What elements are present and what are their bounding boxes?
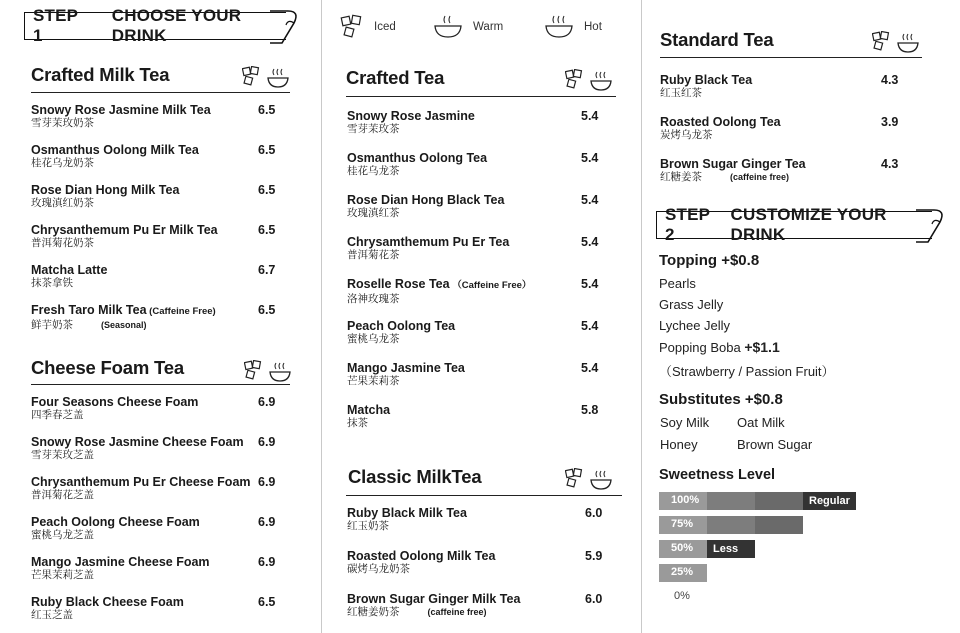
sweetness-level-label: 0% — [674, 590, 690, 602]
sweetness-segment — [755, 516, 803, 534]
crafted-tea-title: Crafted Tea — [346, 67, 445, 88]
menu-item-name: Snowy Rose Jasmine — [347, 109, 475, 123]
divider — [346, 96, 616, 97]
menu-item-name: Chrysanthemum Pu Er Cheese Foam — [31, 475, 251, 489]
column-2 — [321, 0, 640, 633]
menu-item-note: (caffeine free) — [730, 172, 790, 182]
menu-item-name: Brown Sugar Ginger Tea — [660, 157, 806, 171]
banner-scroll-icon — [270, 9, 302, 45]
step2-number: STEP 2 — [665, 205, 710, 244]
menu-item-price: 4.3 — [881, 157, 899, 171]
menu-item-name: Mango Jasmine Cheese Foam — [31, 555, 210, 569]
menu-item-chinese-name: 炭烤乌龙茶 — [660, 129, 713, 141]
substitute-item: Honey — [660, 437, 698, 452]
sweetness-level-bar — [659, 492, 851, 510]
menu-item-chinese-name: 芒果茉莉芝盖 — [31, 569, 94, 581]
menu-item — [347, 403, 390, 430]
menu-item-chinese-name: 玫瑰滇红茶 — [347, 207, 400, 219]
menu-item-chinese-name: 红玉红茶 — [660, 87, 702, 99]
menu-item-price: 5.4 — [581, 277, 599, 291]
menu-item — [660, 115, 781, 142]
menu-item-price: 6.9 — [258, 395, 276, 409]
popping-boba-label: Popping Boba — [659, 340, 741, 355]
popping-boba-row — [659, 339, 780, 355]
menu-item — [347, 277, 531, 306]
menu-item-price: 6.9 — [258, 555, 276, 569]
menu-item-chinese-name: 普洱菊花茶 — [347, 249, 400, 261]
menu-item — [31, 395, 198, 422]
menu-item-price: 6.9 — [258, 435, 276, 449]
menu-item-chinese-name: 红糖姜茶 (caffeine free) — [660, 171, 790, 183]
substitutes-price: +$0.8 — [744, 391, 783, 408]
ice-and-cup-icon — [872, 31, 920, 55]
menu-item-name: Peach Oolong Tea — [347, 319, 456, 333]
sweetness-tag: Regular — [803, 492, 856, 510]
menu-item-price: 5.4 — [581, 319, 599, 333]
menu-item-price: 5.9 — [585, 549, 603, 563]
menu-item-price: 6.9 — [258, 515, 276, 529]
menu-item-price: 4.3 — [881, 73, 899, 87]
menu-item-price: 5.4 — [581, 109, 599, 123]
sweetness-segment — [707, 516, 755, 534]
menu-item — [31, 435, 244, 462]
menu-item — [347, 151, 487, 178]
sweetness-level-bar — [659, 516, 803, 534]
menu-item — [347, 506, 467, 533]
popping-boba-flavors: （Strawberry / Passion Fruit） — [659, 364, 835, 379]
menu-item-chinese-name: 桂花乌龙茶 — [347, 165, 400, 177]
sweetness-tag: Less — [707, 540, 755, 558]
menu-item — [31, 595, 184, 622]
menu-item — [347, 592, 520, 619]
menu-item — [660, 73, 752, 100]
classic-milk-tea-title: Classic MilkTea — [348, 466, 482, 487]
menu-item-name: Four Seasons Cheese Foam — [31, 395, 199, 409]
menu-item-name: Roselle Rose Tea （Caffeine Free） — [347, 277, 532, 291]
menu-item-name: Roasted Oolong Tea — [660, 115, 781, 129]
topping-item: Lychee Jelly — [659, 318, 731, 333]
menu-item-name: Matcha — [347, 403, 391, 417]
menu-item — [660, 157, 806, 184]
menu-item-chinese-name: 抹茶拿铁 — [31, 277, 73, 289]
menu-item-price: 6.5 — [258, 303, 276, 317]
menu-item — [31, 475, 251, 502]
menu-item-price: 6.7 — [258, 263, 276, 277]
menu-item-price: 5.4 — [581, 193, 599, 207]
menu-item — [31, 103, 211, 130]
ice-and-cup-icon — [242, 66, 290, 90]
menu-item-chinese-name: 桂花乌龙奶茶 — [31, 157, 94, 169]
topping-price: +$0.8 — [721, 252, 760, 269]
legend-warm-label: Warm — [473, 21, 504, 33]
menu-item — [31, 143, 199, 170]
menu-item-name: Brown Sugar Ginger Milk Tea — [347, 592, 521, 606]
ice-and-cup-icon — [244, 360, 292, 384]
menu-item-chinese-name: 红玉奶茶 — [347, 520, 389, 532]
menu-item-name: Snowy Rose Jasmine Cheese Foam — [31, 435, 244, 449]
step1-banner — [24, 6, 286, 45]
menu-item-note: （Caffeine Free） — [449, 280, 532, 291]
menu-item-name: Rose Dian Hong Black Tea — [347, 193, 505, 207]
menu-item-price: 6.0 — [585, 506, 603, 520]
menu-item-price: 5.4 — [581, 361, 599, 375]
menu-item — [347, 549, 495, 576]
legend-iced — [340, 14, 396, 40]
step2-banner — [656, 205, 932, 244]
menu-item-price: 6.9 — [258, 475, 276, 489]
menu-item-name: Fresh Taro Milk Tea (Caffeine Free) — [31, 303, 216, 317]
legend-iced-label: Iced — [374, 21, 396, 33]
menu-item-chinese-name: 普洱菊花奶茶 — [31, 237, 94, 249]
menu-item-name: Ruby Black Tea — [660, 73, 753, 87]
hot-cup-icon — [544, 14, 576, 40]
divider — [31, 384, 290, 385]
step2-title: CUSTOMIZE YOUR DRINK — [730, 205, 887, 244]
menu-item-note: (Caffeine Free) — [146, 306, 216, 317]
topping-item: Grass Jelly — [659, 297, 724, 312]
menu-item-chinese-name: 雪芽茉玫奶茶 — [31, 117, 94, 129]
menu-item — [31, 555, 210, 582]
column-1 — [0, 0, 319, 633]
sweetness-level-label: 50% — [671, 542, 694, 554]
topping-item: Pearls — [659, 276, 696, 291]
legend-hot-label: Hot — [584, 21, 602, 33]
menu-item — [347, 319, 455, 346]
cheese-foam-tea-title: Cheese Foam Tea — [31, 357, 184, 378]
ice-and-cup-icon — [565, 69, 613, 93]
menu-item-chinese-name: 蜜桃乌龙茶 — [347, 333, 400, 345]
crafted-milk-tea-title: Crafted Milk Tea — [31, 64, 170, 85]
menu-item-price: 6.5 — [258, 595, 276, 609]
menu-item — [31, 263, 107, 290]
warm-cup-icon — [433, 14, 465, 40]
popping-boba-price: +$1.1 — [744, 339, 780, 355]
legend-warm — [433, 14, 503, 40]
menu-item-chinese-name: 普洱菊花芝盖 — [31, 489, 94, 501]
menu-item-chinese-name: 抹茶 — [347, 417, 368, 429]
temperature-legend — [336, 14, 636, 48]
menu-item-chinese-name: 洛神玫瑰茶 — [347, 293, 400, 305]
sweetness-title: Sweetness Level — [659, 467, 776, 483]
menu-item-price: 6.5 — [258, 183, 276, 197]
menu-item-name: Osmanthus Oolong Milk Tea — [31, 143, 199, 157]
divider — [660, 57, 922, 58]
menu-item-chinese-name: 四季春芝盖 — [31, 409, 84, 421]
menu-item-name: Ruby Black Milk Tea — [347, 506, 467, 520]
menu-item-price: 6.5 — [258, 143, 276, 157]
menu-item-name: Snowy Rose Jasmine Milk Tea — [31, 103, 211, 117]
menu-item-chinese-name: 玫瑰滇红奶茶 — [31, 197, 94, 209]
menu-item — [31, 223, 218, 250]
ice-cubes-icon — [340, 14, 366, 40]
step1-number: STEP 1 — [33, 6, 78, 45]
standard-tea-title: Standard Tea — [660, 29, 774, 50]
sweetness-level-label: 75% — [671, 518, 694, 530]
menu-item-price: 3.9 — [881, 115, 899, 129]
sweetness-level-bar — [659, 540, 755, 558]
topping-heading — [659, 252, 759, 269]
menu-item-chinese-name: 碳烤乌龙奶茶 — [347, 563, 410, 575]
sweetness-segment — [707, 492, 755, 510]
menu-item — [347, 193, 504, 220]
menu-item-price: 5.4 — [581, 235, 599, 249]
menu-item-chinese-name: 蜜桃乌龙芝盖 — [31, 529, 94, 541]
substitute-item: Soy Milk — [660, 415, 710, 430]
divider — [346, 495, 622, 496]
menu-item-name: Rose Dian Hong Milk Tea — [31, 183, 180, 197]
menu-item-name: Roasted Oolong Milk Tea — [347, 549, 496, 563]
menu-item-chinese-name: 鲜芋奶茶 (Seasonal) — [31, 319, 147, 331]
menu-item-name: Mango Jasmine Tea — [347, 361, 465, 375]
sweetness-level-label: 25% — [671, 566, 694, 578]
menu-item-price: 6.5 — [258, 223, 276, 237]
menu-item-chinese-name: 红糖姜奶茶 (caffeine free) — [347, 606, 487, 618]
menu-item-chinese-name: 雪芽茉玫茶 — [347, 123, 400, 135]
substitutes-heading — [659, 391, 783, 408]
sweetness-segment — [755, 492, 803, 510]
menu-item-price: 6.5 — [258, 103, 276, 117]
ice-and-cup-icon — [565, 468, 613, 492]
menu-item — [347, 235, 509, 262]
menu-item-chinese-name: 红玉芝盖 — [31, 609, 73, 621]
menu-item-chinese-name: 芒果茉莉茶 — [347, 375, 400, 387]
menu-item-name: Peach Oolong Cheese Foam — [31, 515, 200, 529]
menu-item-name: Chrysanthemum Pu Er Milk Tea — [31, 223, 218, 237]
substitutes-label: Substitutes — [659, 391, 741, 408]
menu-item-name: Osmanthus Oolong Tea — [347, 151, 488, 165]
step1-title: CHOOSE YOUR DRINK — [111, 6, 242, 45]
menu-item-note: (caffeine free) — [427, 607, 487, 617]
menu-item-name: Chrysamthemum Pu Er Tea — [347, 235, 510, 249]
menu-item-price: 5.4 — [581, 151, 599, 165]
menu-item — [347, 361, 465, 388]
sweetness-level-bar — [659, 564, 707, 582]
menu-item-note: (Seasonal) — [101, 320, 147, 330]
substitute-item: Brown Sugar — [737, 437, 813, 452]
menu-item-price: 5.8 — [581, 403, 599, 417]
divider — [31, 92, 290, 93]
topping-label: Topping — [659, 252, 718, 269]
sweetness-level-label: 100% — [671, 494, 700, 506]
menu-item — [31, 303, 216, 332]
menu-item — [31, 515, 200, 542]
substitute-item: Oat Milk — [737, 415, 785, 430]
menu-item-chinese-name: 雪芽茉玫芝盖 — [31, 449, 94, 461]
menu-item — [347, 109, 475, 136]
legend-hot — [544, 14, 602, 40]
menu-item-price: 6.0 — [585, 592, 603, 606]
column-3 — [641, 0, 960, 633]
banner-scroll-icon — [916, 208, 948, 244]
menu-item-name: Ruby Black Cheese Foam — [31, 595, 184, 609]
menu-item-name: Matcha Latte — [31, 263, 108, 277]
menu-item — [31, 183, 179, 210]
